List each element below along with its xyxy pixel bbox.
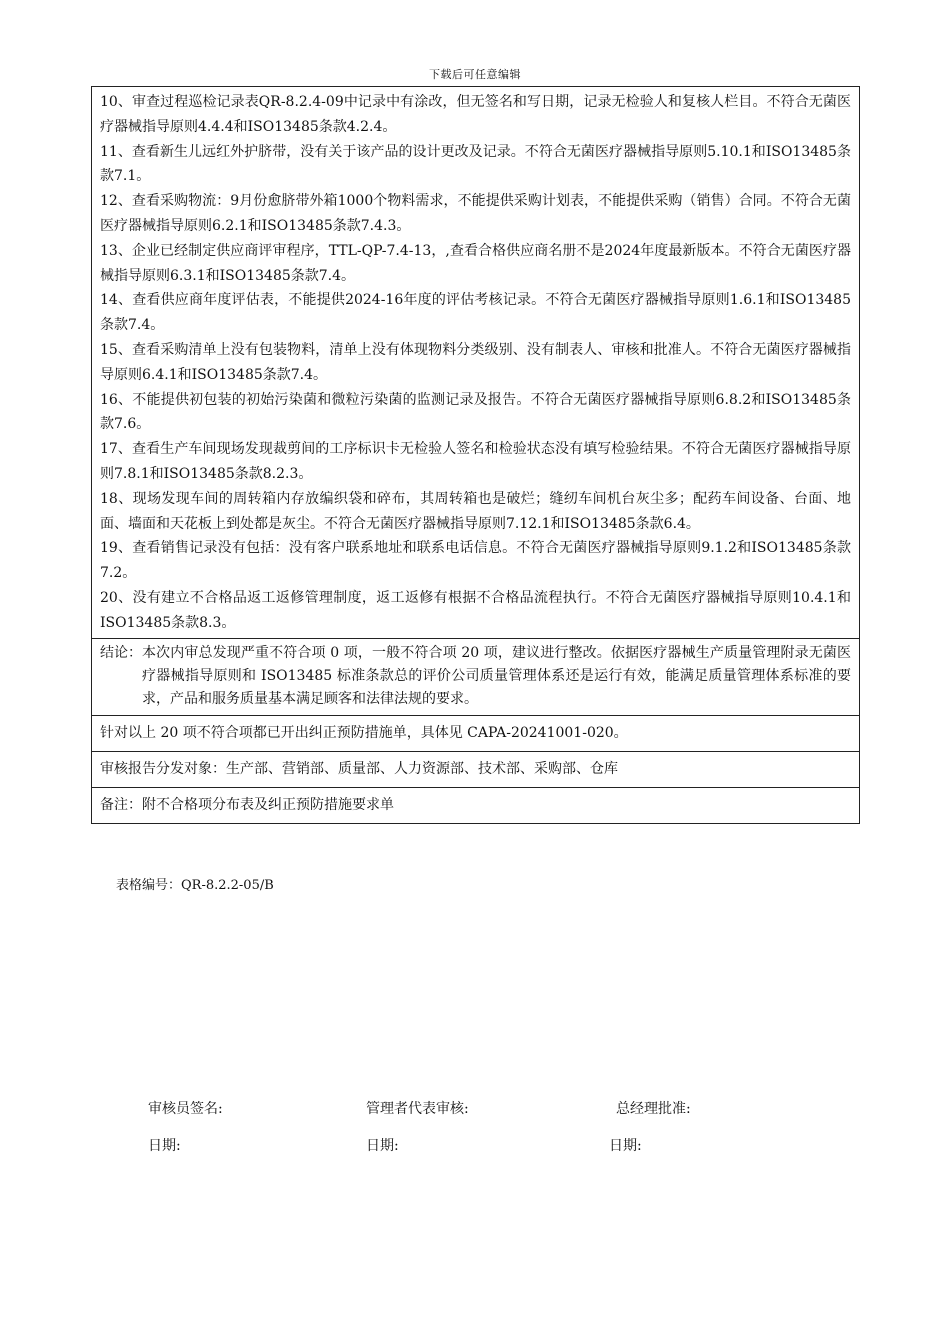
capa-note-row: 针对以上 20 项不符合项都已开出纠正预防措施单，具体见 CAPA-20241001-020。 — [92, 715, 859, 751]
finding-item-15: 15、查看采购清单上没有包装物料，清单上没有体现物料分类级别、没有制表人、审核和批准人。不符合无菌医疗器械指导原则6.4.1和ISO13485条款7.4。 — [100, 341, 851, 383]
finding-item-10: 10、审查过程巡检记录表QR-8.2.4-09中记录中有涂改，但无签名和写日期，记录无检验人和复核人栏目。不符合无菌医疗器械指导原则4.4.4和ISO13485条款4.2.4。 — [100, 94, 851, 135]
management-rep-date-label: 日期: — [366, 1138, 399, 1154]
finding-item-17: 17、查看生产车间现场发现裁剪间的工序标识卡无检验人签名和检验状态没有填写检验结果。不符合无菌医疗器械指导原则7.8.1和ISO13485条款8.2.3。 — [100, 441, 851, 482]
finding-item-20: 20、没有建立不合格品返工返修管理制度，返工返修有根据不合格品流程执行。不符合无菌医疗器械指导原则10.4.1和ISO13485条款8.3。 — [100, 589, 851, 631]
finding-item-14: 14、查看供应商年度评估表，不能提供2024-16年度的评估考核记录。不符合无菌医疗器械指导原则1.6.1和ISO13485条款7.4。 — [100, 292, 851, 334]
findings-list — [92, 87, 859, 638]
finding-item-19: 19、查看销售记录没有包括：没有客户联系地址和联系电话信息。不符合无菌医疗器械指导原则9.1.2和ISO13485条款7.2。 — [100, 540, 851, 582]
finding-item-16: 16、不能提供初包装的初始污染菌和微粒污染菌的监测记录及报告。不符合无菌医疗器械指导原则6.8.2和ISO13485条款7.6。 — [100, 391, 851, 433]
finding-item-11: 11、查看新生儿远红外护脐带，没有关于该产品的设计更改及记录。不符合无菌医疗器械指导原则5.10.1和ISO13485条款7.1。 — [100, 143, 851, 185]
general-manager-approval-label: 总经理批准: — [616, 1101, 691, 1117]
conclusion-label: 结论： — [100, 644, 142, 661]
general-manager-date-label: 日期: — [609, 1138, 642, 1154]
finding-item-18: 18、现场发现车间的周转箱内存放编织袋和碎布，其周转箱也是破烂；缝纫车间机台灰尘多；配药车间设备、台面、地面、墙面和天花板上到处都是灰尘。不符合无菌医疗器械指导原则7.12.1和ISO13485条款6.4。 — [100, 490, 851, 532]
audit-report-table — [91, 86, 860, 824]
conclusion-text: 本次内审总发现严重不符合项 0 项，一般不符合项 20 项，建议进行整改。依据医疗器械生产质量管理附录无菌医疗器械指导原则和 ISO13485 标准条款总的评价公司质量管理体系还是运行有效，能满足质量管理体系标准的要求，产品和服务质量基本满足顾客和法律法规的要求。 — [142, 644, 851, 707]
finding-item-12: 12、查看采购物流：9月份愈脐带外箱1000个物料需求，不能提供采购计划表，不能提供采购（销售）合同。不符合无菌医疗器械指导原则6.2.1和ISO13485条款7.4.3。 — [100, 193, 851, 234]
finding-item-13: 13、企业已经制定供应商评审程序，TTL-QP-7.4-13，,查看合格供应商名册不是2024年度最新版本。不符合无菌医疗器械指导原则6.3.1和ISO13485条款7.4。 — [100, 242, 851, 284]
page-header-note: 下载后可任意编辑 — [429, 68, 521, 81]
distribution-row: 审核报告分发对象：生产部、营销部、质量部、人力资源部、技术部、采购部、仓库 — [92, 751, 859, 787]
auditor-signature-label: 审核员签名: — [148, 1101, 223, 1117]
auditor-date-label: 日期: — [148, 1138, 181, 1154]
management-rep-review-label: 管理者代表审核: — [366, 1101, 469, 1117]
remarks-row: 备注：附不合格项分布表及纠正预防措施要求单 — [92, 787, 859, 823]
conclusion-row — [92, 638, 859, 715]
form-number: 表格编号：QR-8.2.2-05/B — [116, 878, 274, 893]
